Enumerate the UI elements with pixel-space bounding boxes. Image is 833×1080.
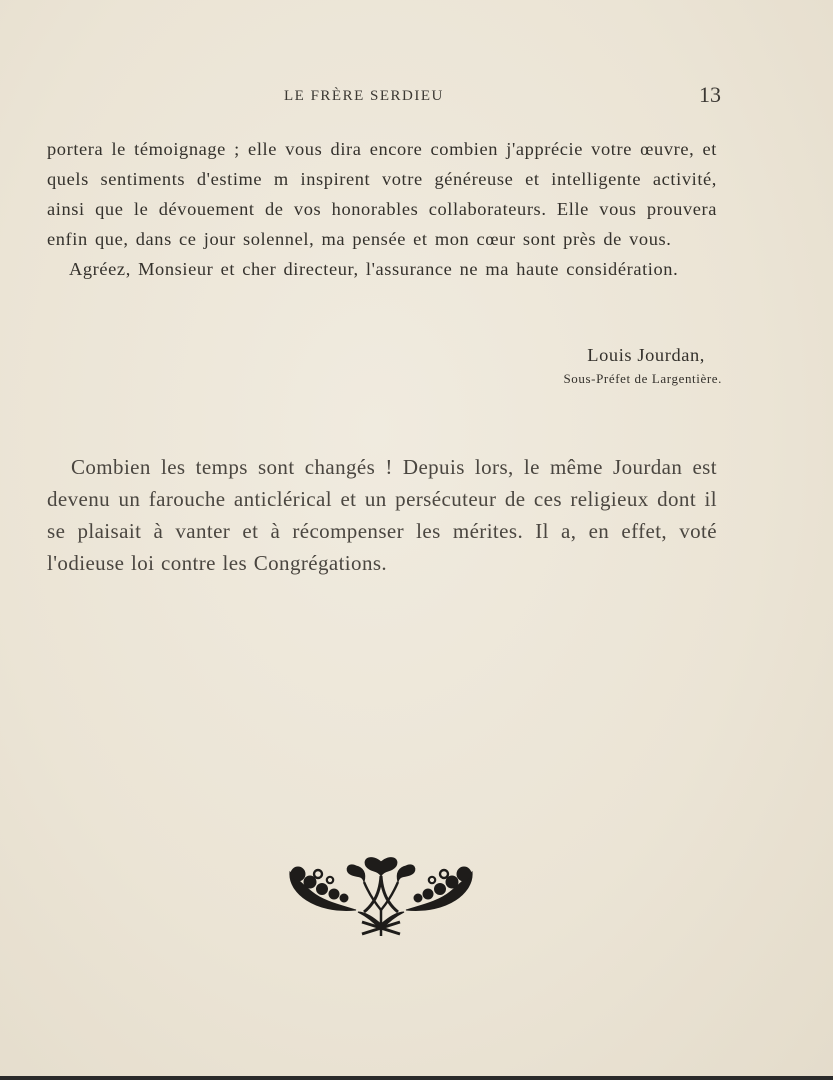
- commentary-text: [47, 451, 717, 579]
- letter-paragraph: portera le témoignage ; elle vous dira encore combien j'apprécie votre œuvre, et quels sentiments d'estime m inspirent votre généreuse et intelligente activité, ainsi que le dévouement de vos honorables collaborateurs. Elle vous prouvera enfin que, dans ce jour solennel, ma pensée et mon cœur sont près de vous.: [47, 139, 717, 249]
- floral-tailpiece-icon: [284, 852, 478, 938]
- page-bottom-edge: [0, 1076, 833, 1080]
- letter-excerpt: [47, 134, 717, 284]
- signature-block: [563, 341, 722, 389]
- running-head: [0, 82, 833, 108]
- commentary-paragraph: Combien les temps sont changés ! Depuis lors, le même Jourdan est devenu un farouche anticlérical et un persécuteur de ces religieux dont il se plaisait à vanter et à récompenser les mérites. Il a, en effet, voté l'odieuse loi contre les Congrégations.: [47, 455, 717, 575]
- page-number: 13: [699, 82, 721, 107]
- letter-closing: Agréez, Monsieur et cher directeur, l'assurance ne ma haute considération.: [69, 259, 679, 279]
- running-title: LE FRÈRE SERDIEU: [284, 88, 444, 104]
- signature-name: Louis Jourdan,: [587, 345, 705, 365]
- signature-title: Sous-Préfet de Largentière.: [563, 371, 722, 386]
